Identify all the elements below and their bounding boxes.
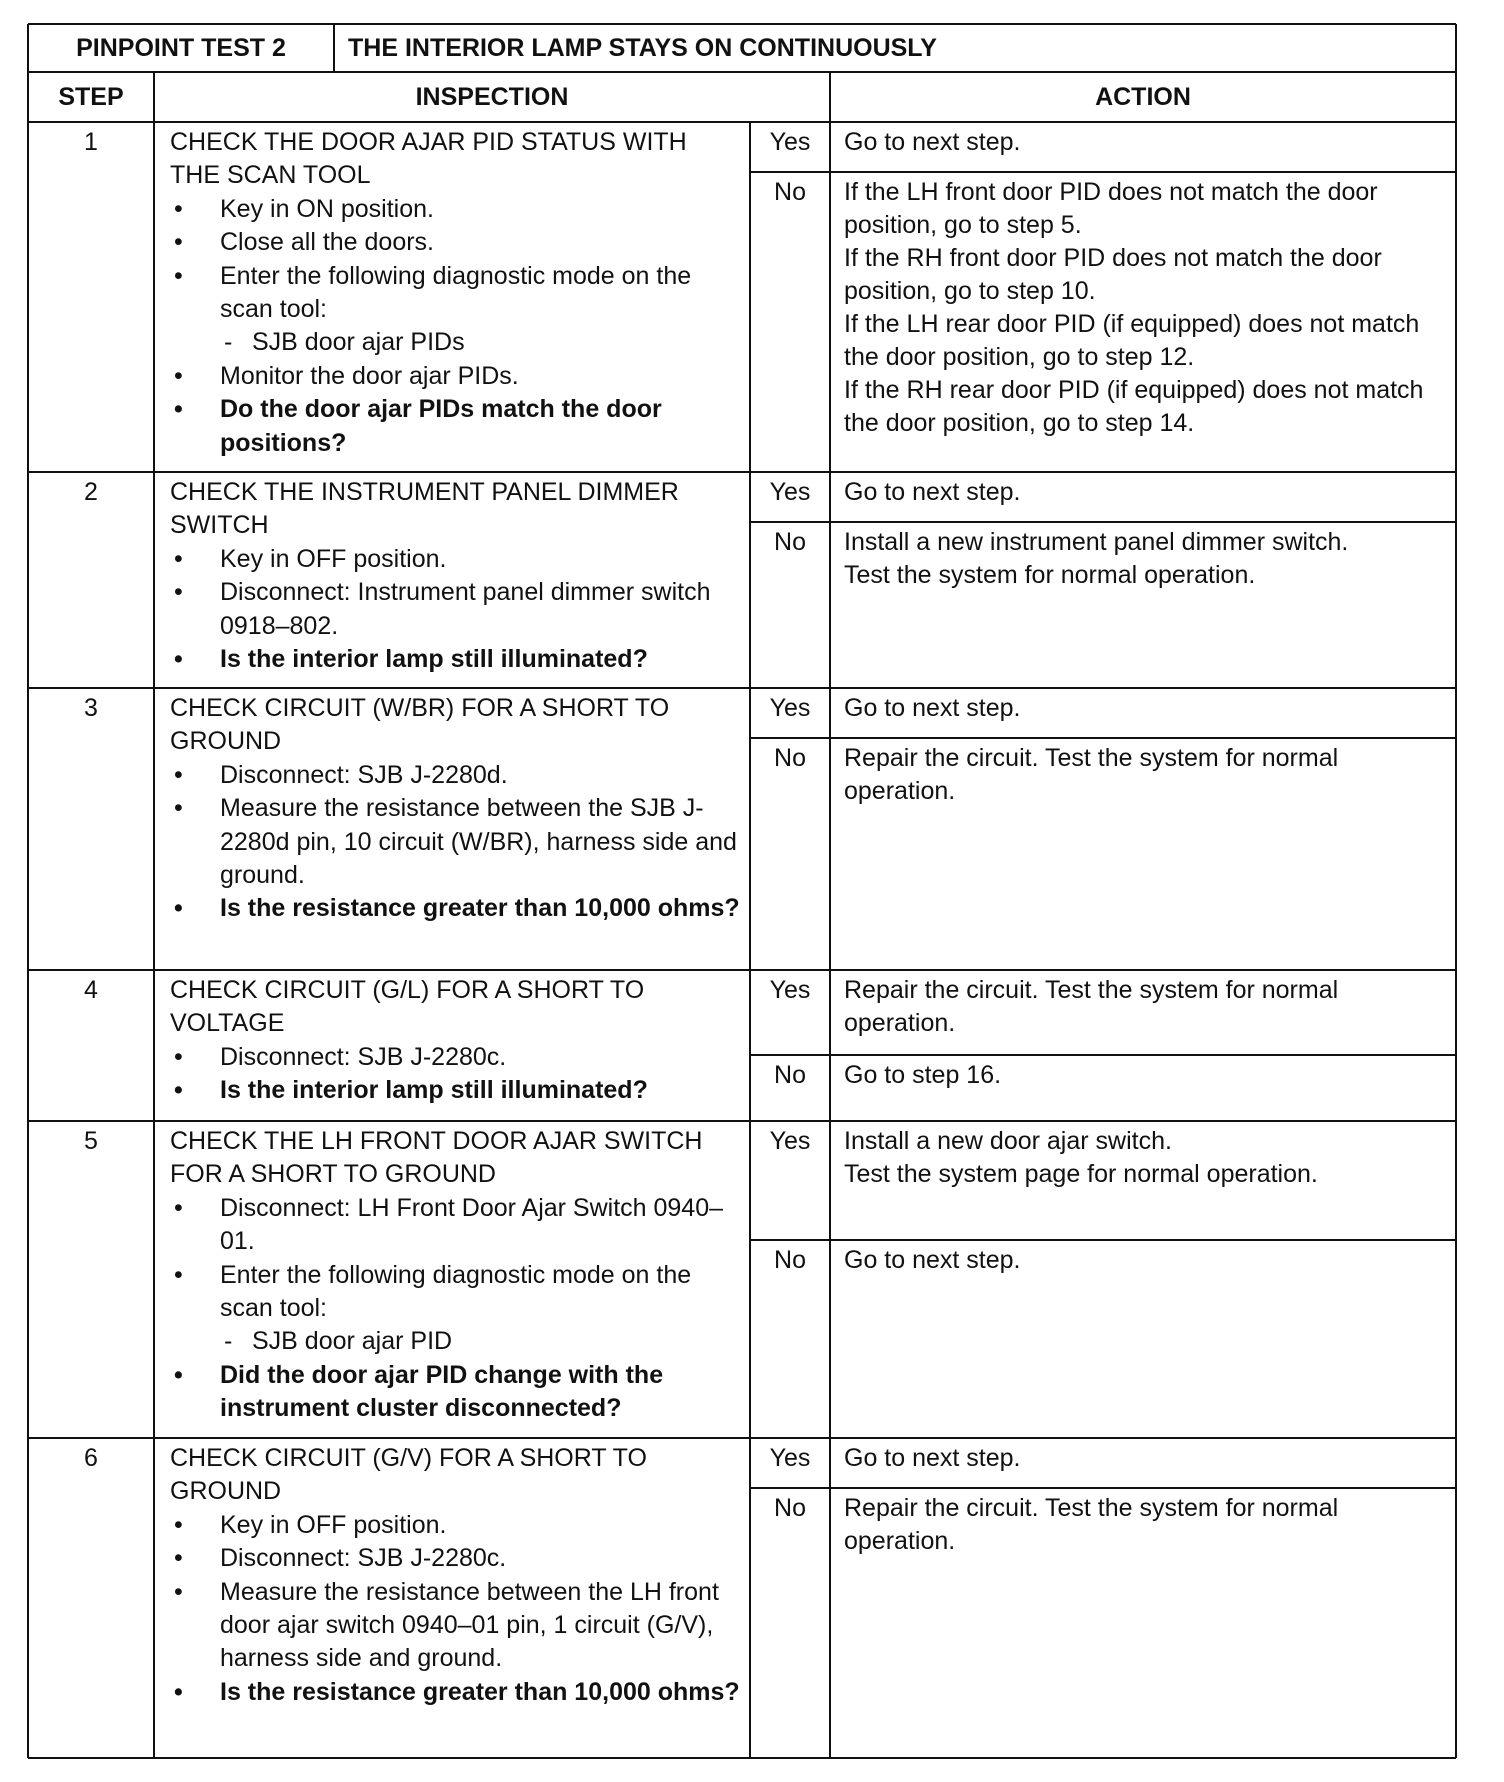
inspection-bullet-list <box>170 1041 742 1108</box>
inspection-cell <box>154 1438 750 1758</box>
inspection-cell <box>154 688 750 970</box>
inspection-question: • Is the resistance greater than 10,000 ohms? <box>170 892 742 925</box>
step-number: 1 <box>84 128 98 156</box>
inspection-bullet-text: Disconnect: SJB J-2280d. <box>220 760 508 789</box>
action-yes-cell <box>830 122 1456 172</box>
action-no-text: Test the system for normal operation. <box>844 561 1256 589</box>
inspection-bullet <box>170 1576 742 1676</box>
action-no-cell <box>830 522 1456 688</box>
inspection-bullet-list <box>170 543 742 677</box>
action-no-cell <box>830 1055 1456 1121</box>
answer-no-label: No <box>774 744 806 772</box>
action-yes-text: Repair the circuit. Test the system for normal operation. <box>844 976 1339 1037</box>
action-no-cell <box>830 172 1456 472</box>
answer-yes-label: Yes <box>769 694 811 722</box>
action-no-text: If the RH front door PID does not match the door position, go to step 10. <box>844 244 1382 305</box>
column-header-step: STEP <box>58 83 124 111</box>
answer-yes-label: Yes <box>769 976 811 1004</box>
pinpoint-test-label: PINPOINT TEST 2 <box>76 33 286 62</box>
inspection-bullet-text: Disconnect: SJB J-2280c. <box>220 1544 507 1573</box>
inspection-title: CHECK THE DOOR AJAR PID STATUS WITH THE SCAN TOOL <box>170 128 687 190</box>
inspection-bullet <box>170 759 742 792</box>
inspection-bullet <box>170 1041 742 1074</box>
inspection-bullet <box>170 226 742 259</box>
action-no-text: If the LH front door PID does not match the door position, go to step 5. <box>844 178 1378 239</box>
inspection-bullet-list <box>170 1509 742 1709</box>
answer-no-label: No <box>774 1061 806 1089</box>
inspection-bullet <box>170 1509 742 1542</box>
answer-no-label: No <box>774 1246 806 1274</box>
sub-item-dash: - <box>224 1327 233 1356</box>
inspection-bullet <box>170 792 742 892</box>
action-yes-text: Test the system page for normal operation. <box>844 1160 1318 1188</box>
action-yes-text: Go to next step. <box>844 1444 1021 1472</box>
inspection-bullet-text: Close all the doors. <box>220 228 435 257</box>
inspection-question: • Did the door ajar PID change with the instrument cluster disconnected? <box>170 1359 742 1426</box>
answer-yes-label: Yes <box>769 128 811 156</box>
answer-yes-label: Yes <box>769 1127 811 1155</box>
inspection-title: CHECK THE INSTRUMENT PANEL DIMMER SWITCH <box>170 478 679 540</box>
action-yes-cell <box>830 472 1456 522</box>
inspection-bullet <box>170 1259 742 1359</box>
action-no-cell <box>830 1240 1456 1438</box>
inspection-bullet-text: Disconnect: Instrument panel dimmer switch 0918–802. <box>220 578 711 640</box>
inspection-question: • Is the resistance greater than 10,000 ohms? <box>170 1676 742 1709</box>
inspection-bullet-text: Monitor the door ajar PIDs. <box>220 361 519 390</box>
inspection-bullet-text: Key in OFF position. <box>220 1510 447 1539</box>
action-yes-text: Go to next step. <box>844 478 1021 506</box>
inspection-bullet-text: Measure the resistance between the LH front door ajar switch 0940–01 pin, 1 circuit (G/V), harness side and ground. <box>220 1577 719 1673</box>
inspection-bullet-text: Enter the following diagnostic mode on the scan tool: <box>220 1260 692 1323</box>
inspection-title: CHECK CIRCUIT (G/L) FOR A SHORT TO VOLTAGE <box>170 976 645 1038</box>
inspection-title: CHECK CIRCUIT (W/BR) FOR A SHORT TO GROUND <box>170 694 670 756</box>
column-header-action: ACTION <box>1095 83 1191 111</box>
action-yes-text: Install a new door ajar switch. <box>844 1127 1172 1155</box>
answer-yes-label: Yes <box>769 1444 811 1472</box>
inspection-sub-item <box>220 1325 742 1358</box>
pinpoint-test-title: THE INTERIOR LAMP STAYS ON CONTINUOUSLY <box>348 33 937 62</box>
action-no-text: Go to next step. <box>844 1246 1021 1274</box>
inspection-bullet-text: Measure the resistance between the SJB J-2280d pin, 10 circuit (W/BR), harness side and ground. <box>220 794 737 890</box>
inspection-bullet <box>170 360 742 393</box>
sub-item-dash: - <box>224 328 233 357</box>
action-no-cell <box>830 738 1456 970</box>
inspection-cell <box>154 1121 750 1438</box>
inspection-bullet <box>170 576 742 643</box>
sub-item-text: SJB door ajar PIDs <box>252 328 465 357</box>
action-no-text: If the LH rear door PID (if equipped) does not match the door position, go to step 12. <box>844 310 1420 371</box>
step-number: 5 <box>84 1127 98 1155</box>
inspection-bullet-text: Enter the following diagnostic mode on the scan tool: <box>220 261 692 324</box>
answer-no-label: No <box>774 528 806 556</box>
action-yes-text: Go to next step. <box>844 128 1021 156</box>
inspection-question: • Is the interior lamp still illuminated? <box>170 1074 742 1107</box>
inspection-question: • Do the door ajar PIDs match the door positions? <box>170 393 742 460</box>
inspection-bullet <box>170 1192 742 1259</box>
action-no-cell <box>830 1488 1456 1758</box>
inspection-bullet-text: Key in ON position. <box>220 194 434 223</box>
inspection-bullet <box>170 193 742 226</box>
inspection-cell <box>154 970 750 1121</box>
action-no-text: Go to step 16. <box>844 1061 1002 1089</box>
inspection-bullet <box>170 1542 742 1575</box>
step-number: 3 <box>84 694 98 722</box>
action-yes-cell <box>830 1121 1456 1240</box>
inspection-bullet-text: Disconnect: SJB J-2280c. <box>220 1042 507 1071</box>
answer-no-label: No <box>774 178 806 206</box>
inspection-bullet-text: Disconnect: LH Front Door Ajar Switch 0940–01. <box>220 1193 724 1256</box>
answer-yes-label: Yes <box>769 478 811 506</box>
step-number: 4 <box>84 976 98 1004</box>
inspection-title: CHECK CIRCUIT (G/V) FOR A SHORT TO GROUND <box>170 1444 647 1506</box>
action-no-text: Repair the circuit. Test the system for normal operation. <box>844 1494 1339 1555</box>
action-no-text: Install a new instrument panel dimmer switch. <box>844 528 1349 556</box>
inspection-question: • Is the interior lamp still illuminated? <box>170 643 742 676</box>
inspection-sub-item <box>220 326 742 359</box>
inspection-bullet-text: Key in OFF position. <box>220 544 447 573</box>
inspection-cell <box>154 122 750 472</box>
inspection-bullet <box>170 543 742 576</box>
sub-item-text: SJB door ajar PID <box>252 1327 453 1356</box>
inspection-title: CHECK THE LH FRONT DOOR AJAR SWITCH FOR A SHORT TO GROUND <box>170 1127 703 1189</box>
action-no-text: If the RH rear door PID (if equipped) does not match the door position, go to step 14. <box>844 376 1424 437</box>
inspection-bullet-list <box>170 193 742 460</box>
column-header-inspection: INSPECTION <box>415 83 569 111</box>
action-yes-cell <box>830 970 1456 1055</box>
answer-no-label: No <box>774 1494 806 1522</box>
inspection-cell <box>154 472 750 688</box>
inspection-bullet <box>170 260 742 360</box>
action-yes-cell <box>830 1438 1456 1488</box>
inspection-bullet-list <box>170 1192 742 1426</box>
step-number: 6 <box>84 1444 98 1472</box>
inspection-bullet-list <box>170 759 742 926</box>
action-yes-text: Go to next step. <box>844 694 1021 722</box>
action-no-text: Repair the circuit. Test the system for normal operation. <box>844 744 1339 805</box>
step-number: 2 <box>84 478 98 506</box>
action-yes-cell <box>830 688 1456 738</box>
